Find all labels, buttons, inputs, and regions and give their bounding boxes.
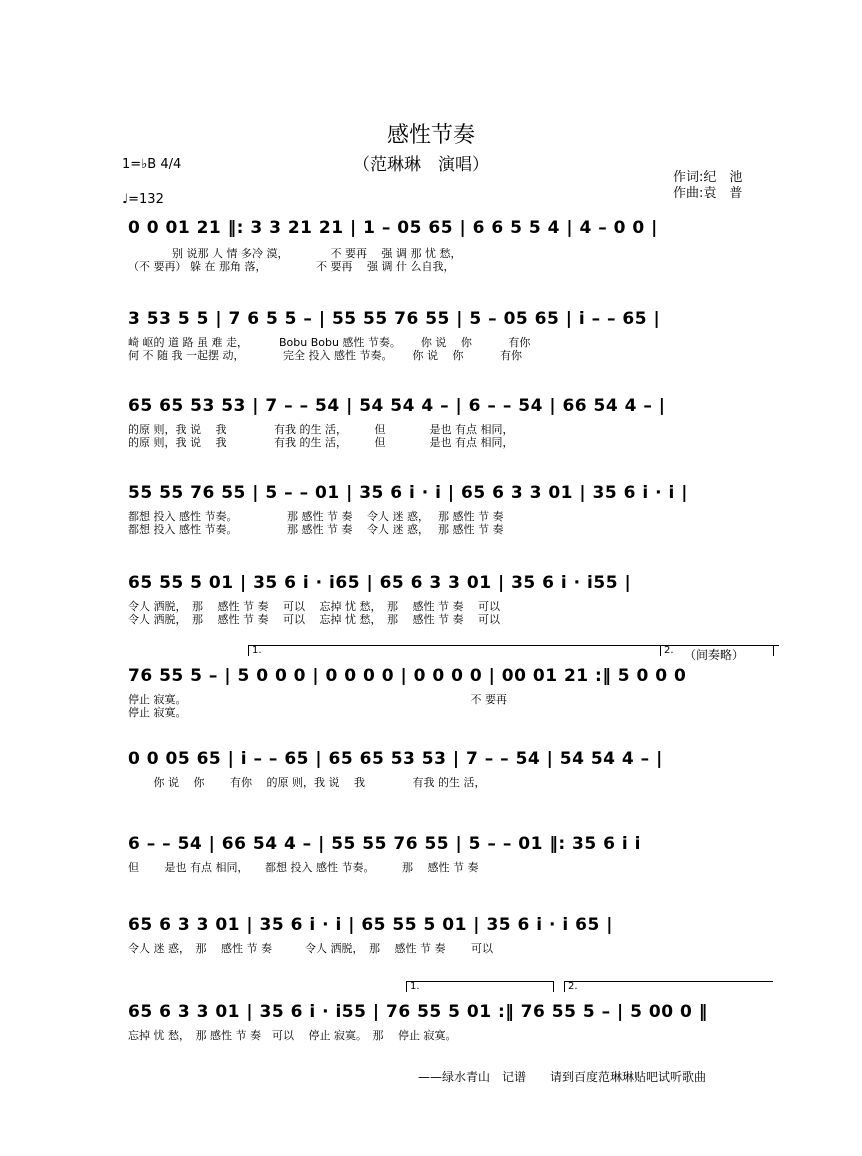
notation-line: 0 0 01 21 ‖: 3 3 21 21 | 1 – 05 65 | 6 6 5 5 4 | 4 – 0 0 | [128, 218, 658, 238]
song-title: 感性节奏 [386, 123, 475, 148]
notation-line: 65 6 3 3 01 | 35 6 i · i | 65 55 5 01 | 35 6 i · i 65 | [128, 915, 613, 935]
interlude-note: （间奏略） [684, 648, 745, 662]
notation-line: 55 55 76 55 | 5 – – 01 | 35 6 i · i | 65 6 3 3 01 | 35 6 i · i | [128, 483, 688, 503]
key-signature: 1=♭B 4/4 [122, 157, 182, 172]
notation-line: 65 6 3 3 01 | 35 6 i · i55 | 76 55 5 01 :‖ 76 55 5 – | 5 00 0 ‖ [128, 1002, 708, 1022]
notation-line: 0 0 05 65 | i – – 65 | 65 65 53 53 | 7 – – 54 | 54 54 4 – | [128, 749, 663, 769]
lyrics-verse-2: （不 要再） 躲 在 那角 落， 不 要再 强 调 什 么自我， [128, 260, 455, 273]
lyrics-verse-2: 都想 投入 感性 节奏。 那 感性 节 奏 令人 迷 惑， 那 感性 节 奏 [128, 523, 504, 536]
notation-line: 3 53 5 5 | 7 6 5 5 – | 55 55 76 55 | 5 – 05 65 | i – – 65 | [128, 309, 661, 329]
lyrics-verse-1: 你 说 你 有你 的原 则，我 说 我 有我 的生 活， [128, 776, 486, 789]
notation-line: 65 55 5 01 | 35 6 i · i65 | 65 6 3 3 01 | 35 6 i · i55 | [128, 573, 632, 593]
tempo-marking: ♩=132 [122, 192, 164, 207]
lyrics-verse-1: 停止 寂寞。 不 要再 [128, 693, 507, 706]
volta-bracket-1 [406, 981, 554, 992]
volta-number-1: 1. [410, 981, 420, 992]
lyrics-verse-1: 的原 则，我 说 我 有我 的生 活， 但 是也 有点 相同， [128, 423, 514, 436]
lyricist-credit: 作词:纪 池 [673, 170, 743, 185]
lyrics-verse-1: 但 是也 有点 相同， 都想 投入 感性 节奏。 那 感性 节 奏 [128, 861, 479, 874]
lyrics-verse-1: 令人 洒脱， 那 感性 节 奏 可以 忘掉 忧 愁， 那 感性 节 奏 可以 [128, 600, 500, 613]
lyrics-verse-2: 何 不 随 我 一起摆 动， 完全 投入 感性 节奏。 你 说 你 有你 [128, 349, 522, 362]
lyrics-verse-1: 令人 迷 惑， 那 感性 节 奏 令人 洒脱， 那 感性 节 奏 可以 [128, 942, 493, 955]
notation-line: 6 – – 54 | 66 54 4 – | 55 55 76 55 | 5 – – 01 ‖: 35 6 i i [128, 834, 641, 854]
notation-line: 65 65 53 53 | 7 – – 54 | 54 54 4 – | 6 – – 54 | 66 54 4 – | [128, 396, 666, 416]
composer-credit: 作曲:袁 普 [673, 186, 743, 201]
performer-subtitle: （范琳琳 演唱） [353, 155, 489, 175]
lyrics-verse-1: 崎 岖的 道 路 虽 难 走， Bobu Bobu 感性 节奏。 你 说 你 有你 [128, 336, 531, 349]
notation-line: 76 55 5 – | 5 0 0 0 | 0 0 0 0 | 0 0 0 0 | 00 01 21 :‖ 5 0 0 0 [128, 666, 687, 686]
lyrics-verse-2: 停止 寂寞。 [128, 706, 187, 719]
lyrics-verse-1: 忘掉 忧 愁， 那 感性 节 奏 可以 停止 寂寞。 那 停止 寂寞。 [128, 1029, 457, 1042]
lyrics-verse-1: 别 说那 人 情 多冷 漠， 不 要再 强 调 那 忧 愁， [128, 247, 462, 260]
volta-bracket-2 [564, 981, 773, 992]
lyrics-verse-2: 令人 洒脱， 那 感性 节 奏 可以 忘掉 忧 愁， 那 感性 节 奏 可以 [128, 613, 500, 626]
lyrics-verse-1: 都想 投入 感性 节奏。 那 感性 节 奏 令人 迷 惑， 那 感性 节 奏 [128, 510, 504, 523]
lyrics-verse-2: 的原 则，我 说 我 有我 的生 活， 但 是也 有点 相同， [128, 436, 514, 449]
transcriber-credit: ——绿水青山 记谱 请到百度范琳琳贴吧试听歌曲 [418, 1070, 707, 1084]
volta-number-2: 2. [664, 645, 674, 656]
volta-number-1: 1. [252, 645, 262, 656]
volta-number-2: 2. [568, 981, 578, 992]
